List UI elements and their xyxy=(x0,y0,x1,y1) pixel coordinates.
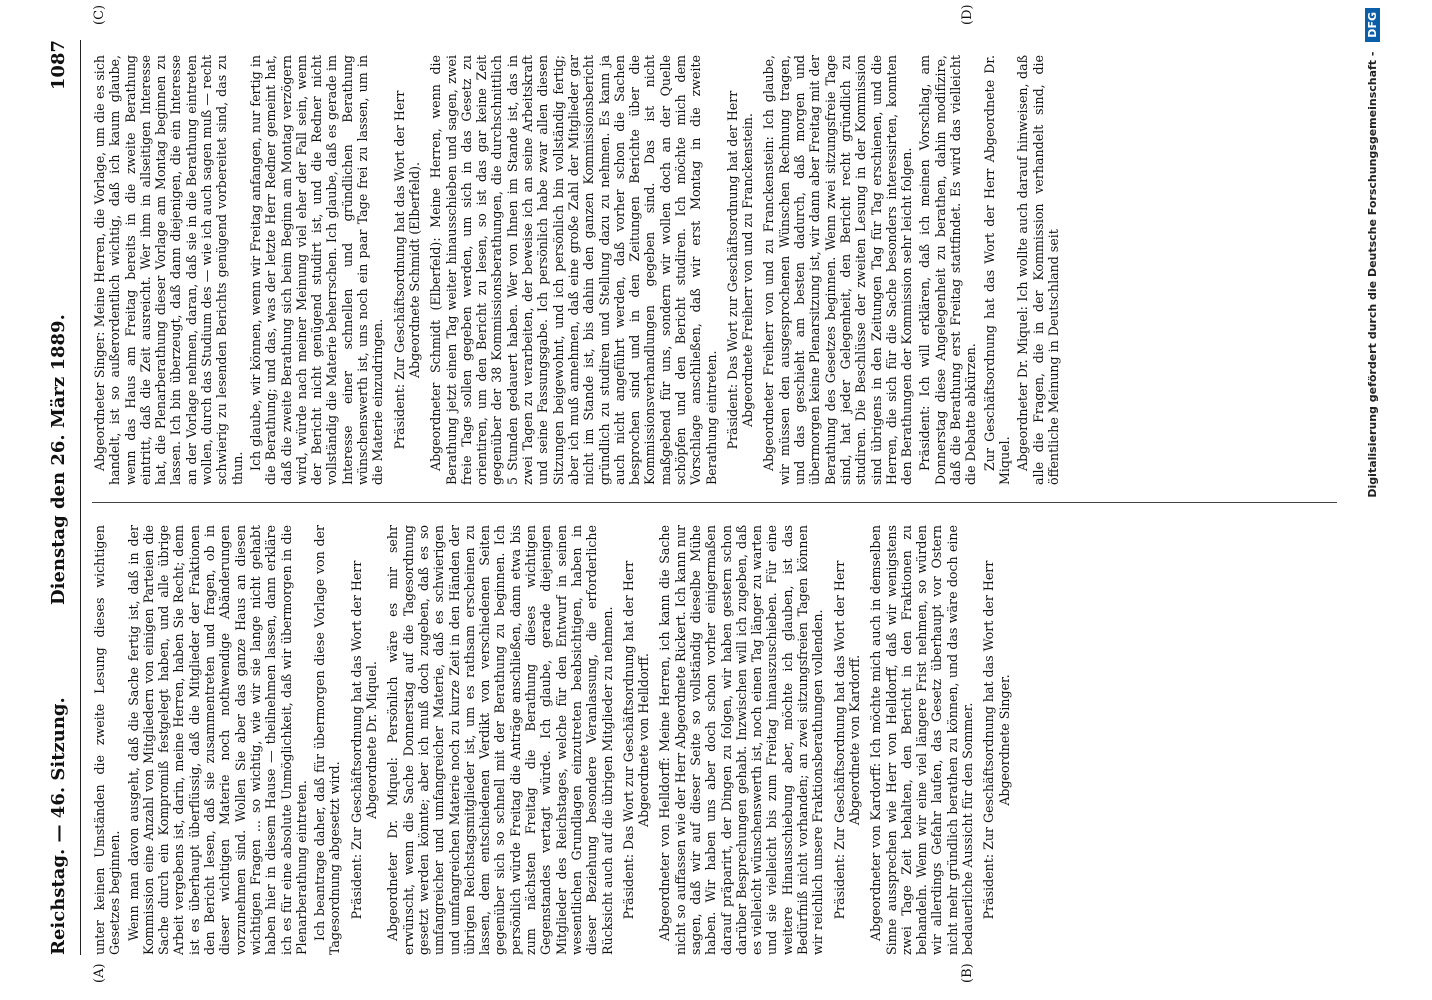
page-number: 1087 xyxy=(48,40,69,91)
paragraph: Abgeordneter von Helldorff: Meine Herren, ich kann die Sache nicht so auffassen wie der Herr Abgeordnete Rickert. Ich kann nur sagen, daß wir auf dieser Seite so vollständig dieselbe Mühe haben. Wir haben uns aber doch schon vorher einigermaßen darauf präparirt, der Dingen zu folgen, wir haben gestern schon darüber Besprechungen gehabt. Inzwischen will ich zugeben, daß es vielleicht wünschenswerth ist, noch einen Tag länger zu warten und sie vielleicht bis zum Freitag hinauszuschieben. Für eine weitere Hinausschiebung aber, möchte ich glauben, ist das Bedürfniß nicht vorhanden; an zwei sitzungsfreien Tagen können wir reichlich unsere Fraktionsberathungen vollenden. xyxy=(657,525,826,955)
paragraph: Präsident: Ich will erklären, daß ich meinen Vorschlag, am Donnerstag diese Angelegenheit zu berathen, dahin modifizire, daß die Berathung erst Freitag stattfindet. Es wird das vielleicht die Debatte abkürzen. xyxy=(917,55,979,485)
footer-credit: Digitalisierung gefördert durch die Deutsche Forschungsgemeinschaft - xyxy=(1366,51,1379,498)
speaker-announcement: Präsident: Zur Geschäftsordnung hat das Wort der Herr Abgeordnete Schmidt (Elberfeld). xyxy=(391,90,422,450)
speaker-announcement: Präsident: Das Wort zur Geschäftsordnung hat der Herr Abgeordnete Freiherr von und zu Franckenstein. xyxy=(724,90,756,450)
footer-text xyxy=(1365,8,1380,498)
paragraph: Abgeordneter Freiherr von und zu Franckenstein: Ich glaube, wir müssen den ausgesprochenen Wünschen Rechnung tragen, und das geschieht am besten dadurch, daß morgen und übermorgen keine Plenarsitzung ist, wir dann aber Freitag mit der Berathung des Gesetzes beginnen. Wenn zwei sitzungsfreie Tage sind, hat jeder Gelegenheit, den Bericht recht gründlich zu studiren. Die Beschlüsse der zweiten Lesung in der Kommission sind übrigens in den Zeitungen Tag für Tag erschienen, und die Herren, die sich für die Sache besonders interessirten, konnten den Berathungen der Kommission sehr leicht folgen. xyxy=(761,55,915,485)
dfg-logo: DFG xyxy=(1365,8,1380,42)
margin-marker-d: (D) xyxy=(960,4,975,25)
page-header xyxy=(40,40,80,955)
margin-marker-b: (B) xyxy=(960,963,975,983)
header-left: Reichstag. — 46. Sitzung. xyxy=(48,697,69,955)
column-divider xyxy=(92,502,1337,503)
speaker-announcement: Präsident: Zur Geschäftsordnung hat das Wort der Herr Abgeordnete von Kardorff. xyxy=(831,560,862,920)
paragraph: Abgeordneter Dr. Miquel: Persönlich wäre es mir sehr erwünscht, wenn die Sache Donnerstag auf die Tagesordnung gesetzt werden könnte; aber ich muß doch zugeben, daß es so umfangreicher und umfangreicher Materie, daß es schwierigen und umfangreichen Materie noch zu kurze Zeit in den Händen der übrigen Reichstagsmitglieder ist, um es rathsam erscheinen zu lassen, dem entschiedenen Verdikt von verschiedenen Seiten gegenüber sich so schnell mit der Berathung zu beginnen. Ich persönlich würde Freitag die Anträge anschließen, dann etwa bis zum nächsten Freitag die Berathung dieses wichtigen Gegenstandes vertagt würde. Ich glaube, gerade diejenigen Mitglieder des Reichstages, welche für den Entwurf in seinen wesentlichen Grundlagen einzutreten beabsichtigen, haben in dieser Beziehung besondere Veranlassung, die erforderliche Rücksicht auch auf die übrigen Mitglieder zu nehmen. xyxy=(385,525,615,955)
paragraph: Zur Geschäftsordnung hat das Wort der Herr Abgeordnete Dr. Miquel. xyxy=(981,55,1012,485)
digitization-footer xyxy=(1355,0,1395,1000)
paragraph: Abgeordneter von Kardorff: Ich möchte mich auch in demselben Sinne aussprechen wie Herr von Helldorff, daß wir wenigstens zwei Tage Zeit behalten, den Bericht in den Fraktionen zu behandeln. Wenn wir eine viel längere Frist nehmen, so würden wir allerdings Gefahr laufen, das Gesetz überhaupt vor Ostern nicht mehr gründlich berathen zu können, und das wäre doch eine bedauerliche Aussicht für den Sommer. xyxy=(868,525,976,955)
paragraph: Abgeordneter Singer: Meine Herren, die Vorlage, um die es sich handelt, ist so außerordentlich wichtig, daß ich kaum glaube, wenn das Haus am Freitag bereits in die zweite Berathung eintritt, daß die Zeit ausreicht. Wer ihm in allseitigen Interesse hat, die Plenarberathung dieser Vorlage am Montag beginnen zu lassen. Ich bin überzeugt, daß dann diejenigen, die ein Interesse an der Vorlage nehmen, daran, daß sie in die Berathung eintreten wollen, durch das Studium des — wie ich auch sagen muß — recht schwierig zu lesenden Berichts genügend vorbereitet sind, das zu thun. xyxy=(92,55,245,485)
right-column xyxy=(92,55,1064,485)
left-column xyxy=(92,525,1018,955)
speaker-announcement: Präsident: Zur Geschäftsordnung hat das Wort der Herr Abgeordnete Dr. Miquel. xyxy=(348,560,380,920)
speaker-announcement: Präsident: Zur Geschäftsordnung hat das Wort der Herr Abgeordnete Singer. xyxy=(981,560,1012,920)
paragraph: Ich beantrage daher, daß für übermorgen diese Vorlage von der Tagesordnung abgesetzt wird. xyxy=(312,525,343,955)
paragraph: Abgeordneter Dr. Miquel: Ich wollte auch darauf hinweisen, daß alle die Fragen, die in der Kommission verhandelt sind, die öffentliche Meinung in Deutschland seit xyxy=(1015,55,1061,485)
margin-marker-a: (A) xyxy=(92,963,107,983)
paragraph: Abgeordneter Schmidt (Elberfeld): Meine Herren, wenn die Berathung jetzt einen Tag weiter hinausschieben und sagen, zwei freie Tage sollen gegeben werden, um sich in das Gesetz zu orientiren, um den Bericht zu lesen, so ist das gar keine Zeit gegenüber der 38 Kommissionsberathungen, die durchschnittlich 5 Stunden gedauert haben. Wer von Ihnen im Stande ist, das in zwei Tagen zu verarbeiten, der beweise ich an seine Arbeitskraft und seine Fassungsgabe. Ich persönlich habe zwar allen diesen Sitzungen beigewohnt, und ich persönlich bin vollständig fertig; aber ich muß annehmen, daß eine große Zahl der Mitglieder gar nicht im Stande ist, bis dahin den ganzen Kommissionsbericht gründlich zu studiren und Stellung dazu zu nehmen. Es kann ja auch nicht angeführt werden, daß vorher schon die Sachen besprochen sind und in den Zeitungen Berichte über die Kommissionsverhandlungen gegeben sind. Das ist nicht maßgebend für uns, sondern wir wollen doch an der Quelle schöpfen und den Bericht studiren. Ich möchte mich dem Vorschlage anschließen, daß wir erst Montag in die zweite Berathung eintreten. xyxy=(428,55,719,485)
paragraph: unter keinen Umständen die zweite Lesung dieses wichtigen Gesetzes beginnen. xyxy=(92,525,123,955)
header-rule xyxy=(80,40,81,955)
speaker-announcement: Präsident: Das Wort zur Geschäftsordnung hat der Herr Abgeordnete von Helldorff. xyxy=(620,560,652,920)
margin-marker-c: (C) xyxy=(92,4,107,25)
paragraph: Ich glaube, wir können, wenn wir Freitag anfangen, nur fertig in die Berathung; und das, was der letzte Herr Redner gemeint hat, daß die zweite Berathung sich beim Beginn am Montag verzögern wird, würde nach meiner Meinung viel eher der Fall sein, wenn der Bericht nicht genügend studirt ist, und die Redner nicht vollständig die Materie beherrschen. Ich glaube, daß es gerade im Interesse einer schnellen und gründlichen Berathung wünschenswerth ist, uns noch ein paar Tage frei zu lassen, um in die Materie einzudringen. xyxy=(247,55,386,485)
paragraph: Wenn man davon ausgeht, daß die Sache fertig ist, daß in der Kommission eine Anzahl von Mitgliedern von einigen Parteien die Sache durch ein Kompromiß festgelegt haben, und alle übrige Arbeit vergebens ist, darin, meine Herren, haben Sie Recht; denn ist es überhaupt überflüssig, daß die Mitglieder der Fraktionen den Bericht lesen, daß sie zusammentreten und fragen, ob in dieser wichtigen Materie noch nothwendige Abänderungen vorzunehmen sind. Wollen Sie aber das ganze Haus an diesen wichtigen Fragen ... so wichtig, wie wir sie lange nicht gehabt haben hier in diesem Hause — theilnehmen lassen, dann erkläre ich es für eine absolute Unmöglichkeit, daß wir übermorgen in die Plenarberathung eintreten. xyxy=(125,525,309,955)
header-date: Dienstag den 26. März 1889. xyxy=(48,314,69,605)
document-page xyxy=(40,4,1350,983)
